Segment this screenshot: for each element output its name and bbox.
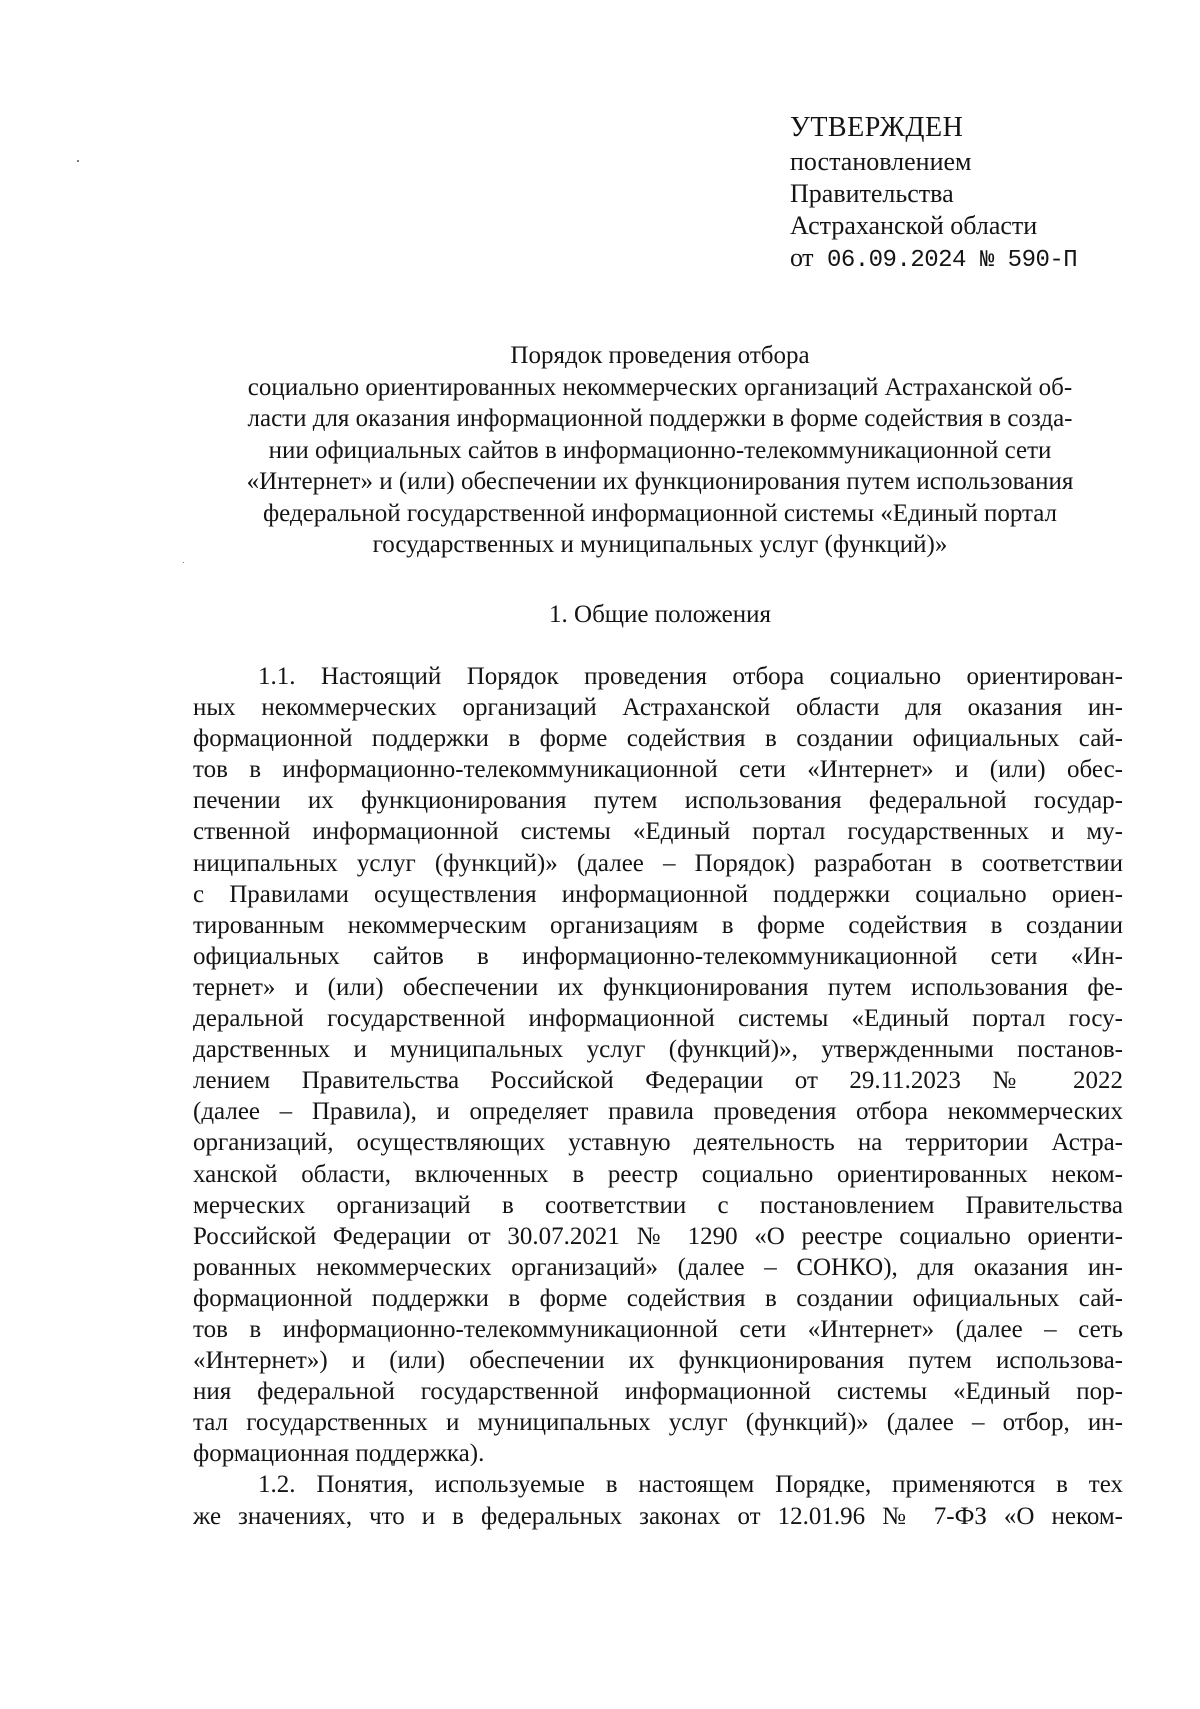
title-line: нии официальных сайтов в информационно-телекоммуникационной сети <box>268 436 1052 464</box>
paragraph-line: печении их функционирования путем использования федеральной государ- <box>193 787 1123 815</box>
scan-speck <box>77 160 79 162</box>
paragraph-line: тов в информационно-телекоммуникационной сети «Интернет» и (или) обес- <box>193 756 1123 784</box>
paragraph-line: мерческих организаций в соответствии с постановлением Правительства <box>193 1191 1123 1219</box>
paragraph-line: дарственных и муниципальных услуг (функций)», утвержденными постанов- <box>193 1036 1123 1064</box>
paragraph-line: тов в информационно-телекоммуникационной сети «Интернет» (далее – сеть <box>193 1315 1123 1343</box>
approval-heading: УТВЕРЖДЕН <box>790 112 964 143</box>
paragraph-line: с Правилами осуществления информационной поддержки социально ориен- <box>193 880 1123 908</box>
paragraph-line: (далее – Правила), и определяет правила проведения отбора некоммерческих <box>193 1098 1123 1126</box>
title-line: ласти для оказания информационной поддержки в форме содействия в созда- <box>247 405 1073 432</box>
paragraph-line: формационной поддержки в форме содействия в создании официальных сай- <box>193 1284 1123 1312</box>
paragraph-line: организаций, осуществляющих уставную деятельность на территории Астра- <box>193 1129 1123 1157</box>
paragraph-line: ния федеральной государственной информационной системы «Единый пор- <box>193 1378 1123 1406</box>
paragraph-line: лением Правительства Российской Федерации от 29.11.2023 № 2022 <box>193 1067 1123 1095</box>
paragraph-line: тал государственных и муниципальных услуг (функций)» (далее – отбор, ин- <box>193 1409 1123 1437</box>
paragraph-line: формационной поддержки в форме содействия в создании официальных сай- <box>193 725 1123 753</box>
approval-date-number: 06.09.2024 № 590-П <box>826 247 1078 274</box>
paragraph-line: ных некоммерческих организаций Астраханской области для оказания ин- <box>193 694 1123 722</box>
paragraph-line: тернет» и (или) обеспечении их функционирования путем использования фе- <box>193 973 1123 1001</box>
title-line: Порядок проведения отбора <box>510 342 810 369</box>
approval-block <box>790 110 1150 277</box>
approval-line: Правительства <box>790 179 954 208</box>
paragraph-line: деральной государственной информационной системы «Единый портал госу- <box>193 1005 1123 1033</box>
paragraph-line: тированным некоммерческим организациям в форме содействия в создании <box>193 911 1123 939</box>
paragraph-line: 1.2. Понятия, используемые в настоящем Порядке, применяются в тех <box>258 1471 1123 1499</box>
title-line: государственных и муниципальных услуг (функций)» <box>372 531 948 558</box>
paragraph-line: формационная поддержка). <box>193 1440 485 1468</box>
title-line: социально ориентированных некоммерческих организаций Астраханской об- <box>247 373 1073 401</box>
paragraph-line: «Интернет») и (или) обеспечении их функционирования путем использова- <box>193 1347 1123 1375</box>
title-line: федеральной государственной информационной системы «Единый портал <box>262 499 1058 527</box>
approval-date-prefix: от <box>790 243 814 272</box>
approval-line: постановлением <box>790 147 972 176</box>
paragraph-line: официальных сайтов в информационно-телекоммуникационной сети «Ин- <box>193 942 1123 970</box>
scan-speck <box>183 562 184 563</box>
body-text <box>193 661 1123 1532</box>
paragraph-line: рованных некоммерческих организаций» (далее – СОНКО), для оказания ин- <box>193 1253 1123 1281</box>
section-heading: 1. Общие положения <box>549 601 771 628</box>
paragraph-line: ниципальных услуг (функций)» (далее – Порядок) разработан в соответствии <box>193 849 1123 877</box>
paragraph-line: 1.1. Настоящий Порядок проведения отбора социально ориентирован- <box>258 663 1123 690</box>
paragraph-line: же значениях, что и в федеральных законах от 12.01.96 № 7-ФЗ «О неком- <box>193 1502 1123 1530</box>
title-line: «Интернет» и (или) обеспечении их функционирования путем использования <box>246 468 1074 495</box>
document-title <box>180 340 1140 561</box>
paragraph-line: ственной информационной системы «Единый портал государственных и му- <box>193 818 1123 846</box>
approval-line: Астраханской области <box>790 211 1038 240</box>
approval-date-line <box>790 242 1150 277</box>
paragraph-line: Российской Федерации от 30.07.2021 № 1290 «О реестре социально ориенти- <box>193 1222 1123 1250</box>
paragraph-line: ханской области, включенных в реестр социально ориентированных неком- <box>193 1160 1123 1188</box>
